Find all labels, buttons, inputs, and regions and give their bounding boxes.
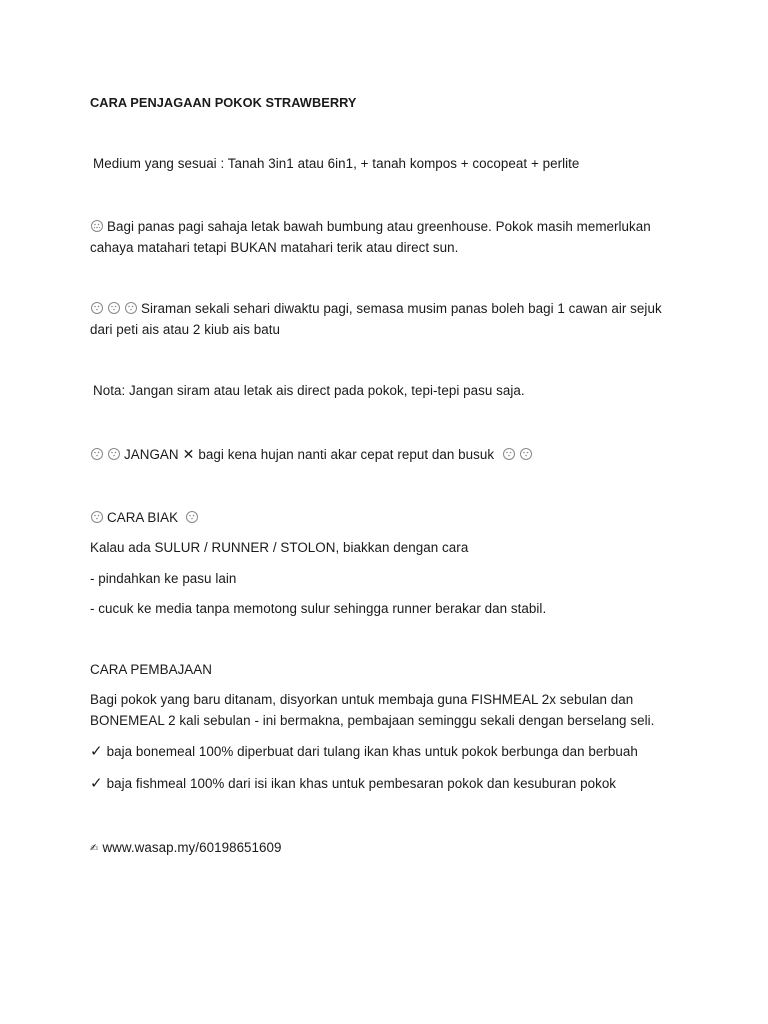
- fertilizer-check-1-text: baja bonemeal 100% diperbuat dari tulang ikan khas untuk pokok berbunga dan berbuah: [106, 744, 638, 759]
- contact-line: [90, 838, 282, 859]
- document-title: CARA PENJAGAAN POKOK STRAWBERRY: [90, 95, 357, 110]
- propagation-intro: Kalau ada SULUR / RUNNER / STOLON, biakkan dengan cara: [90, 540, 469, 555]
- strawberry-icon: [107, 301, 121, 315]
- strawberry-icon: [502, 447, 516, 461]
- rain-warning: [90, 444, 536, 465]
- cross-icon: ✕: [182, 446, 195, 462]
- strawberry-icon: [90, 219, 104, 233]
- sun-line-1-text: Bagi panas pagi sahaja letak bawah bumbung atau greenhouse. Pokok masih memerlukan: [107, 219, 651, 234]
- propagation-heading: [90, 508, 202, 528]
- water-line-2: dari peti ais atau 2 kiub ais batu: [90, 322, 281, 337]
- water-line-1: [90, 299, 662, 319]
- fertilizer-line-2: BONEMEAL 2 kali sebulan - ini bermakna, pembajaan seminggu sekali dengan berselang seli.: [90, 713, 655, 728]
- fertilizer-heading: CARA PEMBAJAAN: [90, 662, 212, 677]
- propagation-step-1: - pindahkan ke pasu lain: [90, 571, 237, 586]
- strawberry-icon: [519, 447, 533, 461]
- rain-warning-text: bagi kena hujan nanti akar cepat reput dan busuk: [198, 447, 495, 462]
- strawberry-icon: [90, 301, 104, 315]
- water-line-1-text: Siraman sekali sehari diwaktu pagi, semasa musim panas boleh bagi 1 cawan air sejuk: [141, 301, 662, 316]
- fertilizer-check-1: [90, 742, 638, 762]
- rain-warning-word: JANGAN: [124, 447, 179, 462]
- fertilizer-check-2: [90, 774, 616, 794]
- fertilizer-line-1: Bagi pokok yang baru ditanam, disyorkan untuk membaja guna FISHMEAL 2x sebulan dan: [90, 692, 634, 707]
- check-icon: ✓: [90, 775, 103, 792]
- contact-link[interactable]: www.wasap.my/60198651609: [102, 840, 282, 855]
- strawberry-icon: [90, 510, 104, 524]
- propagation-heading-text: CARA BIAK: [107, 510, 179, 525]
- fertilizer-check-2-text: baja fishmeal 100% dari isi ikan khas untuk pembesaran pokok dan kesuburan pokok: [106, 776, 617, 791]
- medium-text: Medium yang sesuai : Tanah 3in1 atau 6in1, + tanah kompos + cocopeat + perlite: [93, 156, 580, 171]
- hand-pointing-icon: ✍: [90, 843, 99, 854]
- propagation-step-2: - cucuk ke media tanpa memotong sulur sehingga runner berakar dan stabil.: [90, 601, 547, 616]
- note-text: Nota: Jangan siram atau letak ais direct pada pokok, tepi-tepi pasu saja.: [93, 383, 525, 398]
- strawberry-icon: [185, 510, 199, 524]
- sun-line-1: [90, 217, 651, 237]
- strawberry-icon: [124, 301, 138, 315]
- check-icon: ✓: [90, 743, 103, 760]
- sun-line-2: cahaya matahari tetapi BUKAN matahari terik atau direct sun.: [90, 240, 459, 255]
- strawberry-icon: [90, 447, 104, 461]
- strawberry-icon: [107, 447, 121, 461]
